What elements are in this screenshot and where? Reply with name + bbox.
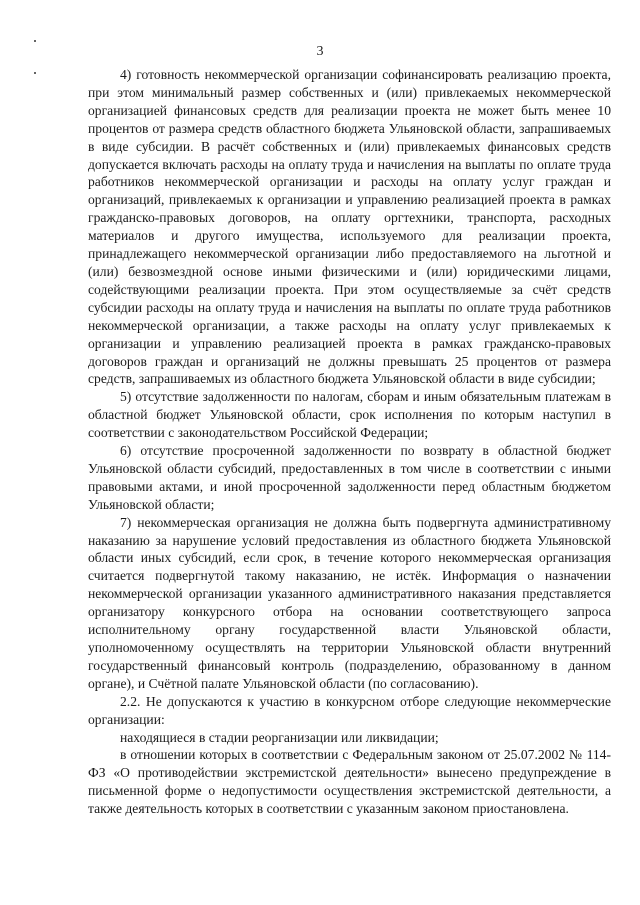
- paragraph-item-7: 7) некоммерческая организация не должна быть подвергнута административному наказанию за нарушение условий предоставления из областного бюджета Ульяновской области иных субсидий, если срок, в течение которого некоммерческая организация считается подвергнутой такому наказанию, не истёк. Информация о назначении некоммерческой организации указанного административного наказания представляется организатору конкурсного отбора на основании соответствующего запроса исполнительному органу государственной власти Ульяновской области, уполномоченному осуществлять на территории Ульяновской области внутренний государственный финансовый контроль (подразделению, образованному в данном органе), и Счётной палате Ульяновской области (по согласованию).: [88, 514, 611, 691]
- document-body: [88, 66, 611, 818]
- paragraph-item-4: 4) готовность некоммерческой организации софинансировать реализацию проекта, при этом минимальный размер собственных и (или) привлекаемых некоммерческой организацией финансовых средств для реализации проекта не может быть менее 10 процентов от размера средств областного бюджета Ульяновской области, запрашиваемых в виде субсидии. В расчёт собственных и (или) привлекаемых финансовых средств допускается включать расходы на оплату труда и начисления на выплаты по оплате труда работников некоммерческой организации и расходы на оплату услуг граждан и организаций, привлекаемых к организации и управлению реализацией проекта в рамках гражданско-правовых договоров, на оплату оргтехники, транспорта, расходных материалов и другого имущества, используемого для реализации проекта, принадлежащего некоммерческой организации либо предоставляемого на льготной и (или) безвозмездной основе иными физическими и (или) юридическими лицами, содействующими реализации проекта. При этом осуществляемые за счёт средств субсидии расходы на оплату труда и начисления на выплаты по оплате труда работников некоммерческой организации, а также расходы на оплату услуг привлекаемых к организации и управлению реализацией проекта в рамках гражданско-правовых договоров граждан и организаций не должны превышать 25 процентов от размера средств, запрашиваемых из областного бюджета Ульяновской области в виде субсидии;: [88, 67, 611, 387]
- paragraph-reorganization: находящиеся в стадии реорганизации или ликвидации;: [120, 729, 439, 745]
- scan-speck: [34, 40, 36, 42]
- paragraph-item-6: 6) отсутствие просроченной задолженности по возврату в областной бюджет Ульяновской области субсидий, предоставленных в том числе в соответствии с иными правовыми актами, и иной просроченной задолженности перед областным бюджетом Ульяновской области;: [88, 443, 611, 512]
- page-number: 3: [316, 44, 324, 59]
- scan-speck: [34, 72, 36, 74]
- paragraph-section-2-2: 2.2. Не допускаются к участию в конкурсном отборе следующие некоммерческие организации:: [88, 693, 611, 727]
- paragraph-extremism-warning: в отношении которых в соответствии с Федеральным законом от 25.07.2002 № 114-ФЗ «О противодействии экстремистской деятельности» вынесено предупреждение в письменной форме о недопустимости осуществления экстремистской деятельности, а также деятельность которых в соответствии с указанным законом приостановлена.: [88, 747, 611, 817]
- paragraph-item-5: 5) отсутствие задолженности по налогам, сборам и иным обязательным платежам в областной бюджет Ульяновской области, срок исполнения по которым наступил в соответствии с законодательством Российской Федерации;: [88, 389, 611, 441]
